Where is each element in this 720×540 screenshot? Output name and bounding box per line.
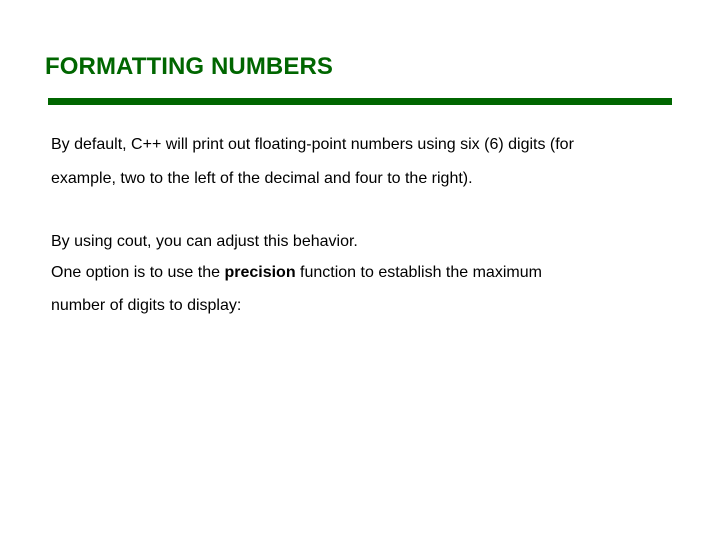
- precision-text-before: One option is to use the: [51, 264, 225, 281]
- title-underline-rule: [48, 98, 672, 105]
- paragraph-default-precision-line-2: example, two to the left of the decimal and four to the right).: [51, 170, 473, 187]
- paragraph-cout-adjust: By using cout, you can adjust this behavior.: [51, 233, 358, 250]
- paragraph-precision-option-line-1: [51, 264, 542, 282]
- slide-title: FORMATTING NUMBERS: [45, 53, 333, 80]
- precision-text-after: function to establish the maximum: [295, 264, 542, 281]
- precision-keyword: precision: [224, 264, 296, 281]
- paragraph-default-precision-line-1: By default, C++ will print out floating-point numbers using six (6) digits (for: [51, 136, 574, 153]
- paragraph-precision-option-line-2: number of digits to display:: [51, 297, 242, 314]
